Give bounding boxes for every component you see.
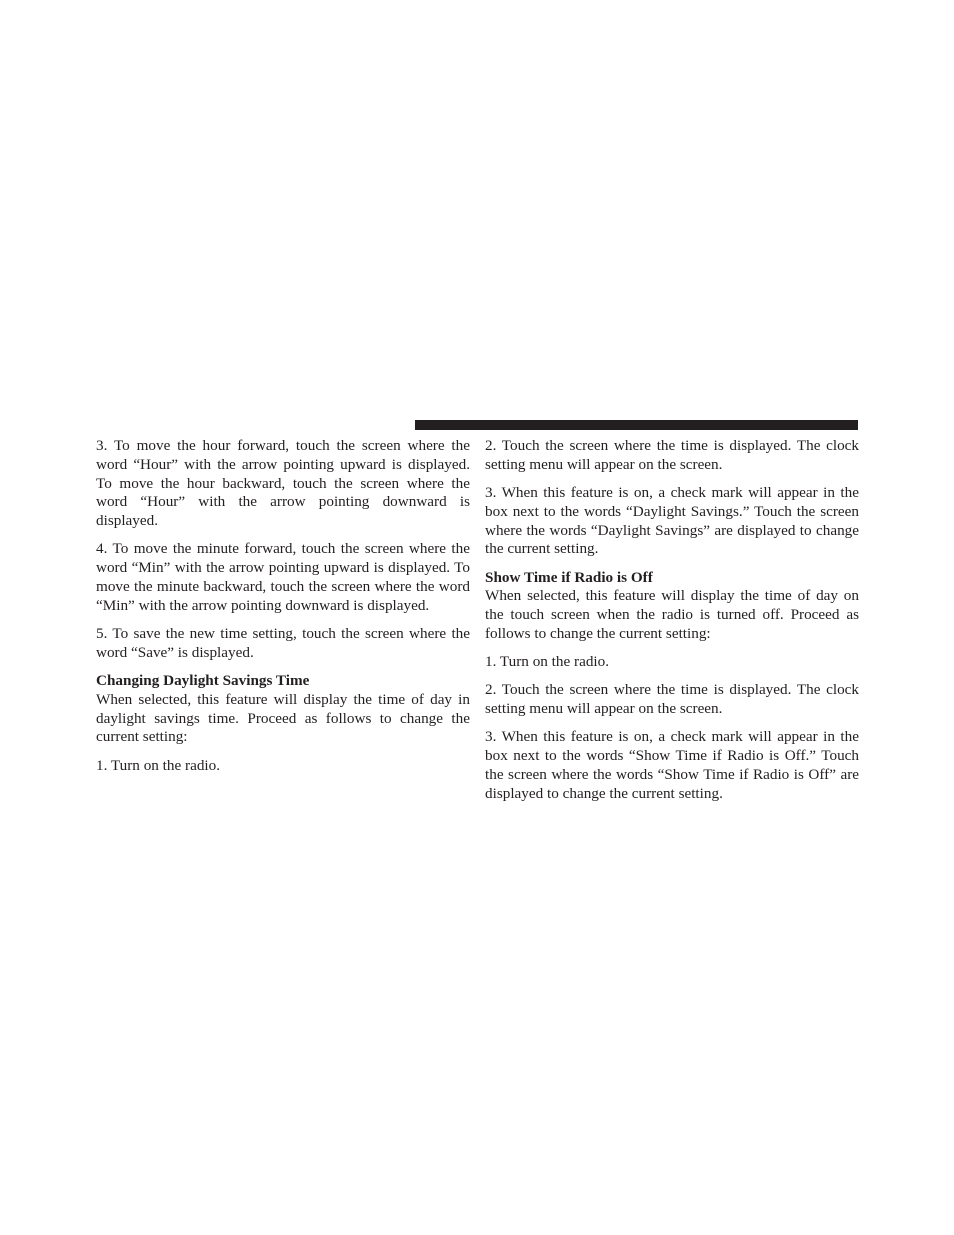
- right-column: [485, 437, 859, 813]
- step-3-hour: 3. To move the hour forward, touch the screen where the word “Hour” with the arrow pointing upward is displayed. To move the hour backward, touch the screen where the word “Hour” with the arrow pointing downward is displayed.: [96, 437, 470, 530]
- radio-step-1: 1. Turn on the radio.: [485, 653, 610, 671]
- radio-off-heading: Show Time if Radio is Off: [485, 568, 653, 586]
- left-column: [96, 437, 470, 785]
- daylight-step-2: 2. Touch the screen where the time is displayed. The clock setting menu will appear on the screen.: [485, 437, 859, 473]
- step-5-save: 5. To save the new time setting, touch the screen where the word “Save” is displayed.: [96, 624, 470, 661]
- daylight-step-1: 1. Turn on the radio.: [96, 756, 221, 774]
- daylight-savings-intro: When selected, this feature will display the time of day in daylight savings time. Proceed as follows to change the current setting:: [96, 690, 470, 746]
- daylight-step-3: 3. When this feature is on, a check mark will appear in the box next to the words “Daylight Savings.” Touch the screen where the words “Daylight Savings” are displayed to change the current setting.: [485, 483, 859, 558]
- step-4-minute: 4. To move the minute forward, touch the screen where the word “Min” with the arrow pointing upward is displayed. To move the minute backward, touch the screen where the word “Min” with the arrow pointing downward is displayed.: [96, 540, 470, 614]
- radio-off-intro: When selected, this feature will display the time of day on the touch screen when the radio is turned off. Proceed as follows to change the current setting:: [485, 587, 859, 642]
- section-header-bar: [415, 420, 858, 430]
- radio-step-3: 3. When this feature is on, a check mark will appear in the box next to the words “Show Time if Radio is Off.” Touch the screen where the words “Show Time if Radio is Off” are displayed to change the current setting.: [485, 728, 859, 802]
- radio-step-2: 2. Touch the screen where the time is displayed. The clock setting menu will appear on the screen.: [485, 681, 859, 718]
- daylight-savings-heading: Changing Daylight Savings Time: [96, 671, 310, 689]
